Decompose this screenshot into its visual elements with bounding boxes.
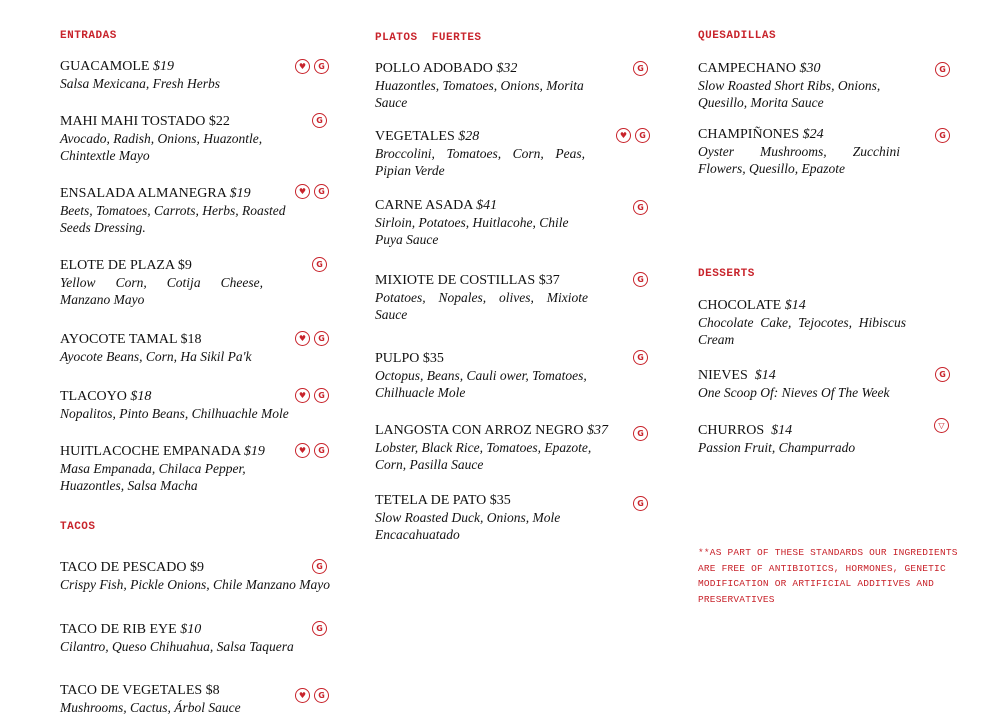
menu-item xyxy=(375,422,609,473)
gluten-free-icon: G xyxy=(935,128,950,143)
dietary-icons xyxy=(633,61,648,76)
menu-item xyxy=(60,621,310,655)
menu-item xyxy=(698,422,898,456)
section-heading-quesadillas: QUESADILLAS xyxy=(698,30,777,42)
item-name: CHAMPIÑONES xyxy=(698,127,800,142)
dietary-icons xyxy=(935,62,950,77)
gluten-free-icon: G xyxy=(633,200,648,215)
item-name: TACO DE VEGETALES xyxy=(60,683,203,698)
item-price: $18 xyxy=(180,332,202,347)
item-description: Potatoes, Nopales, olives, Mixiote Sauce xyxy=(375,290,588,322)
dietary-icons xyxy=(633,496,648,511)
gluten-free-icon: G xyxy=(314,59,329,74)
item-name: CAMPECHANO xyxy=(698,61,797,76)
item-price: $19 xyxy=(152,59,174,74)
dietary-icons xyxy=(295,331,329,346)
item-description: Nopalitos, Pinto Beans, Chilhuachle Mole xyxy=(60,406,289,421)
gluten-free-icon: G xyxy=(314,331,329,346)
dietary-icons xyxy=(633,426,648,441)
item-description: Sirloin, Potatoes, Huitlacohe, Chile Puya Sauce xyxy=(375,215,576,247)
gluten-free-icon: G xyxy=(312,257,327,272)
item-price: $35 xyxy=(422,351,444,366)
heart-badge-icon: ♥ xyxy=(295,59,310,74)
item-name: AYOCOTE TAMAL xyxy=(60,332,177,347)
gluten-free-icon: G xyxy=(314,443,329,458)
item-price: $18 xyxy=(130,389,152,404)
gluten-free-icon: G xyxy=(633,61,648,76)
item-price: $41 xyxy=(476,198,498,213)
item-name: GUACAMOLE xyxy=(60,59,150,74)
item-description: Broccolini, Tomatoes, Corn, Peas, Pipian Verde xyxy=(375,146,585,178)
section-heading-desserts: DESSERTS xyxy=(698,268,755,280)
dietary-icons xyxy=(633,350,648,365)
dietary-icons xyxy=(633,272,648,287)
heart-badge-icon: ♥ xyxy=(295,388,310,403)
item-description: Yellow Corn, Cotija Cheese, Manzano Mayo xyxy=(60,275,263,307)
menu-item xyxy=(60,443,265,494)
dietary-icons xyxy=(935,128,950,143)
dietary-icons xyxy=(295,388,329,403)
dietary-icons xyxy=(312,257,327,272)
gluten-free-icon: G xyxy=(314,388,329,403)
item-price: $19 xyxy=(243,444,265,459)
menu-item xyxy=(60,559,330,593)
item-description: Passion Fruit, Champurrado xyxy=(698,440,856,455)
menu-item xyxy=(60,257,263,308)
item-name: TACO DE PESCADO xyxy=(60,560,187,575)
item-price: $14 xyxy=(771,423,793,438)
item-name: CHURROS xyxy=(698,423,765,438)
item-name: POLLO ADOBADO xyxy=(375,61,493,76)
gluten-free-icon: G xyxy=(633,496,648,511)
menu-item xyxy=(60,113,272,164)
item-name: NIEVES xyxy=(698,368,748,383)
menu-item xyxy=(698,126,900,177)
item-name: PULPO xyxy=(375,351,420,366)
menu-item xyxy=(375,350,595,401)
item-price: $28 xyxy=(458,129,480,144)
gluten-free-icon: G xyxy=(312,559,327,574)
heart-badge-icon: ♥ xyxy=(616,128,631,143)
gluten-free-icon: G xyxy=(312,113,327,128)
item-name: ELOTE DE PLAZA xyxy=(60,258,175,273)
gluten-free-icon: G xyxy=(935,367,950,382)
menu-item xyxy=(698,60,898,111)
dietary-icons xyxy=(295,59,329,74)
cocktail-glass-icon: ▽ xyxy=(934,418,949,433)
menu-item xyxy=(375,197,575,248)
item-description: Octopus, Beans, Cauli ower, Tomatoes, Chilhuacle Mole xyxy=(375,368,587,400)
item-price: $24 xyxy=(802,127,824,142)
item-description: Slow Roasted Duck, Onions, Mole Encacahuatado xyxy=(375,510,561,542)
gluten-free-icon: G xyxy=(314,184,329,199)
menu-item xyxy=(60,185,288,236)
dietary-icons xyxy=(295,184,329,199)
menu-item xyxy=(375,60,590,111)
item-description: Chocolate Cake, Tejocotes, Hibiscus Cream xyxy=(698,315,906,347)
dietary-icons xyxy=(312,621,327,636)
menu-item xyxy=(375,492,575,543)
item-name: CHOCOLATE xyxy=(698,298,782,313)
dietary-icons xyxy=(934,418,949,433)
heart-badge-icon: ♥ xyxy=(295,331,310,346)
section-heading-entradas: ENTRADAS xyxy=(60,30,117,42)
ingredients-footnote: **AS PART OF THESE STANDARDS OUR INGREDIENTS ARE FREE OF ANTIBIOTICS, HORMONES, GENETIC MODIFICATION OR ARTIFICIAL ADDITIVES AND PRESERVATIVES xyxy=(698,547,958,605)
menu-item xyxy=(698,367,918,401)
item-description: One Scoop Of: Nieves Of The Week xyxy=(698,385,890,400)
item-price: $9 xyxy=(177,258,192,273)
item-description: Slow Roasted Short Ribs, Onions, Quesillo, Morita Sauce xyxy=(698,78,881,110)
dietary-icons xyxy=(295,443,329,458)
item-description: Beets, Tomatoes, Carrots, Herbs, Roasted Seeds Dressing. xyxy=(60,203,286,235)
menu-item xyxy=(698,297,906,348)
item-name: TETELA DE PATO xyxy=(375,493,487,508)
item-description: Avocado, Radish, Onions, Huazontle, Chintextle Mayo xyxy=(60,131,263,163)
gluten-free-icon: G xyxy=(633,272,648,287)
gluten-free-icon: G xyxy=(312,621,327,636)
heart-badge-icon: ♥ xyxy=(295,443,310,458)
menu-item xyxy=(60,331,290,365)
item-description: Salsa Mexicana, Fresh Herbs xyxy=(60,76,220,91)
gluten-free-icon: G xyxy=(633,350,648,365)
item-description: Lobster, Black Rice, Tomatoes, Epazote, Corn, Pasilla Sauce xyxy=(375,440,592,472)
item-name: ENSALADA ALMANEGRA xyxy=(60,186,227,201)
dietary-icons xyxy=(616,128,650,143)
item-name: CARNE ASADA xyxy=(375,198,473,213)
item-price: $19 xyxy=(229,186,251,201)
item-price: $14 xyxy=(754,368,776,383)
item-description: Ayocote Beans, Corn, Ha Sikil Pa'k xyxy=(60,349,252,364)
gluten-free-icon: G xyxy=(635,128,650,143)
item-description: Masa Empanada, Chilaca Pepper, Huazontles, Salsa Macha xyxy=(60,461,246,493)
item-price: $35 xyxy=(489,493,511,508)
item-price: $32 xyxy=(496,61,518,76)
item-name: VEGETALES xyxy=(375,129,455,144)
dietary-icons xyxy=(633,200,648,215)
item-description: Oyster Mushrooms, Zucchini Flowers, Quesillo, Epazote xyxy=(698,144,900,176)
gluten-free-icon: G xyxy=(314,688,329,703)
item-description: Cilantro, Queso Chihuahua, Salsa Taquera xyxy=(60,639,294,654)
menu-item xyxy=(375,128,585,179)
item-price: $10 xyxy=(180,622,202,637)
dietary-icons xyxy=(295,688,329,703)
heart-badge-icon: ♥ xyxy=(295,184,310,199)
item-price: $37 xyxy=(587,423,609,438)
menu-item xyxy=(375,272,588,323)
item-name: TACO DE RIB EYE xyxy=(60,622,177,637)
dietary-icons xyxy=(935,367,950,382)
item-name: MIXIOTE DE COSTILLAS xyxy=(375,273,536,288)
section-heading-platos-fuertes: PLATOS FUERTES xyxy=(375,32,482,44)
heart-badge-icon: ♥ xyxy=(295,688,310,703)
item-name: HUITLACOCHE EMPANADA xyxy=(60,444,241,459)
menu-item xyxy=(60,682,290,716)
item-price: $14 xyxy=(784,298,806,313)
dietary-icons xyxy=(312,559,327,574)
dietary-icons xyxy=(312,113,327,128)
item-description: Mushrooms, Cactus, Árbol Sauce xyxy=(60,700,241,715)
item-name: TLACOYO xyxy=(60,389,127,404)
item-price: $30 xyxy=(799,61,821,76)
item-description: Crispy Fish, Pickle Onions, Chile Manzano Mayo xyxy=(60,577,330,592)
item-price: $37 xyxy=(538,273,560,288)
item-price: $22 xyxy=(208,114,230,129)
item-name: MAHI MAHI TOSTADO xyxy=(60,114,206,129)
section-heading-tacos: TACOS xyxy=(60,521,96,533)
gluten-free-icon: G xyxy=(633,426,648,441)
menu-item xyxy=(60,388,292,422)
menu-item xyxy=(60,58,260,92)
item-description: Huazontles, Tomatoes, Onions, Morita Sauce xyxy=(375,78,584,110)
item-price: $9 xyxy=(189,560,204,575)
item-price: $8 xyxy=(205,683,220,698)
item-name: LANGOSTA CON ARROZ NEGRO xyxy=(375,423,584,438)
gluten-free-icon: G xyxy=(935,62,950,77)
